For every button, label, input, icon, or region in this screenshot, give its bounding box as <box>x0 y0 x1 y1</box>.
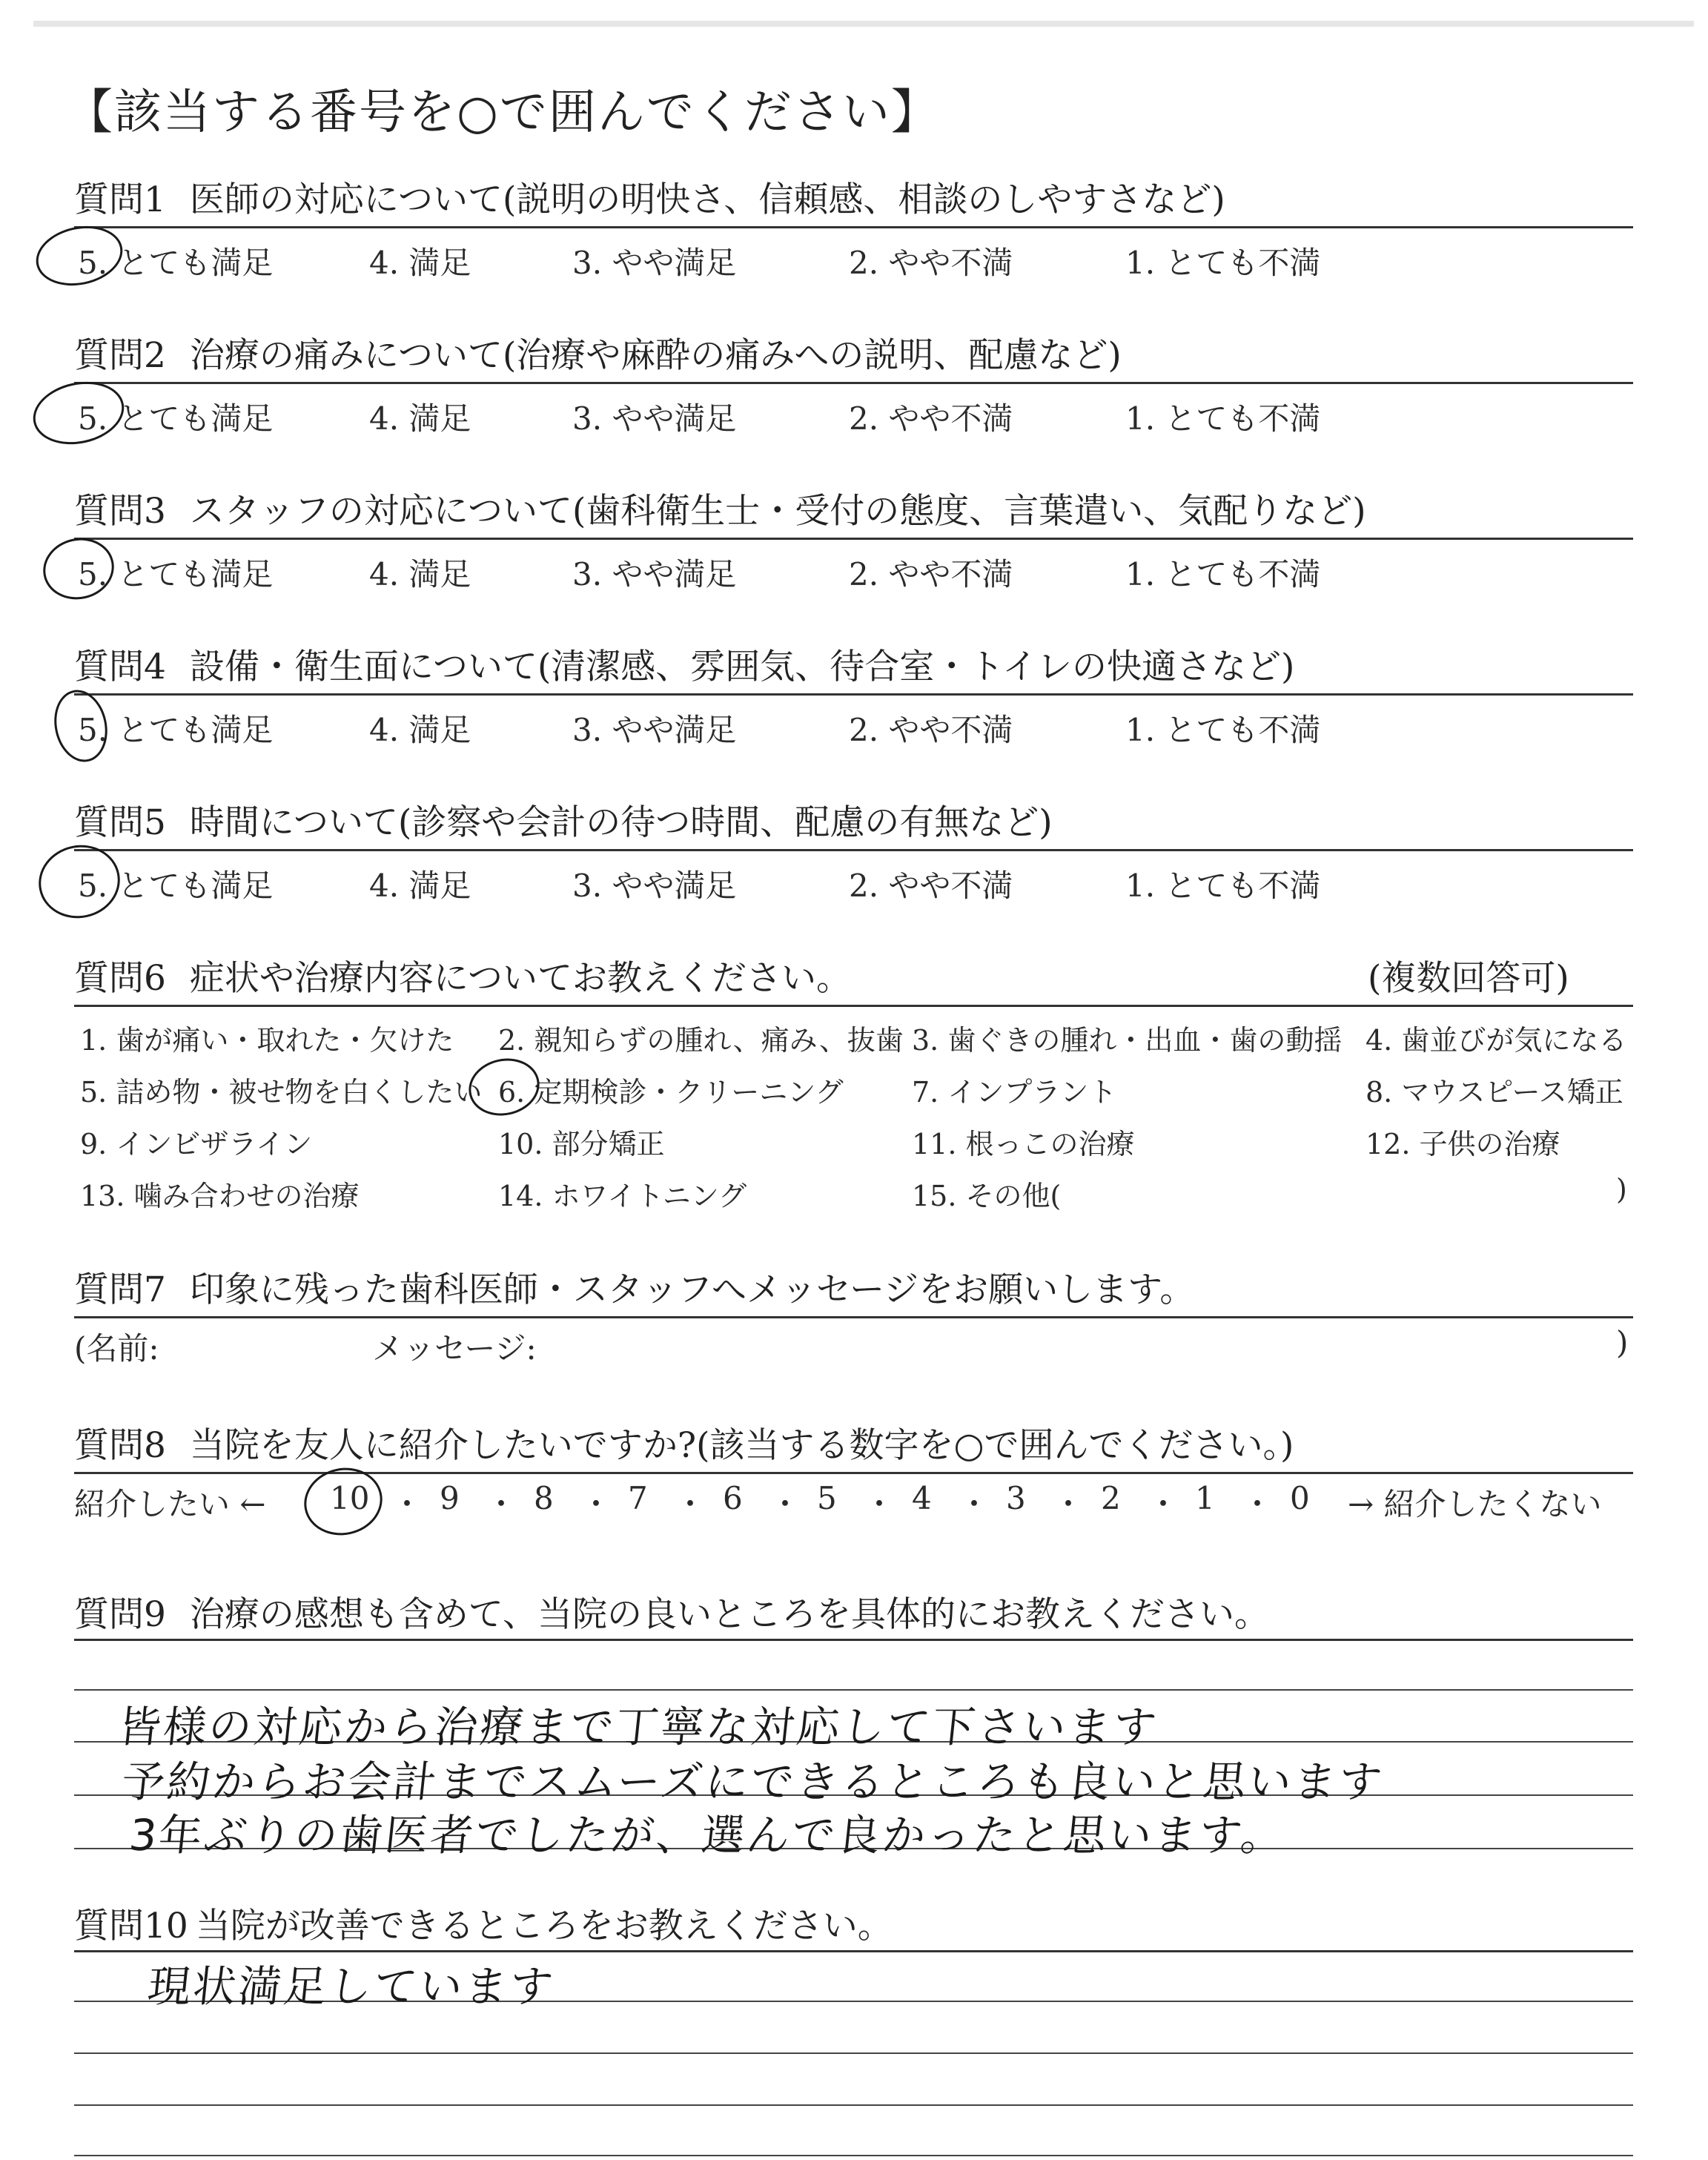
question-9 <box>74 1587 1269 1636</box>
question-number: 質問3 <box>74 491 166 532</box>
answer-line <box>74 2155 1633 2156</box>
question-rule <box>74 1005 1633 1007</box>
scale-9[interactable]: 9 <box>440 1480 460 1516</box>
message-label: メッセージ: <box>372 1330 537 1367</box>
question-number: 質問1 <box>74 179 166 220</box>
answer-line <box>74 2052 1633 2054</box>
q2-option-1[interactable]: 1. とても不満 <box>1125 400 1321 437</box>
question-rule <box>74 693 1633 696</box>
question-rule <box>74 849 1633 851</box>
handwritten-answer-line-2: 予約からお会計までスムーズにできるところも良いと思います <box>119 1757 1387 1807</box>
question-1 <box>74 172 1225 222</box>
question-rule <box>74 1639 1633 1641</box>
scale-separator: ・ <box>959 1486 990 1522</box>
q6-item-1[interactable]: 1. 歯が痛い・取れた・欠けた <box>80 1024 454 1057</box>
answer-line <box>74 2104 1633 2106</box>
handwritten-answer-line-1: 皆様の対応から治療まで丁寧な対応して下さいます <box>115 1702 1162 1752</box>
q6-item-8[interactable]: 8. マウスピース矯正 <box>1366 1076 1623 1109</box>
scale-separator: ・ <box>864 1486 896 1522</box>
scale-1[interactable]: 1 <box>1195 1480 1215 1516</box>
q6-item-10[interactable]: 10. 部分矯正 <box>498 1128 665 1160</box>
question-text: 医師の対応について(説明の明快さ、信頼感、相談のしやすさなど) <box>189 179 1225 220</box>
question-text: 症状や治療内容についてお教えください。 <box>189 958 851 999</box>
question-rule <box>74 1316 1633 1318</box>
q4-option-4[interactable]: 4. 満足 <box>369 712 471 748</box>
scale-2[interactable]: 2 <box>1101 1480 1121 1516</box>
q5-option-3[interactable]: 3. やや満足 <box>572 868 737 904</box>
question-number: 質問9 <box>74 1594 166 1635</box>
question-rule <box>74 226 1633 228</box>
question-text: 当院を友人に紹介したいですか?(該当する数字を○で囲んでください。) <box>189 1425 1294 1466</box>
question-number: 質問8 <box>74 1425 166 1466</box>
q3-option-3[interactable]: 3. やや満足 <box>572 556 737 592</box>
q4-option-3[interactable]: 3. やや満足 <box>572 712 737 748</box>
question-number: 質問4 <box>74 647 166 687</box>
q1-option-4[interactable]: 4. 満足 <box>369 245 471 281</box>
q6-item-13[interactable]: 13. 噛み合わせの治療 <box>80 1180 360 1212</box>
question-3 <box>74 483 1366 533</box>
q1-option-1[interactable]: 1. とても不満 <box>1125 245 1321 281</box>
q6-item-15[interactable]: 15. その他( <box>912 1180 1062 1212</box>
scale-separator: ・ <box>1148 1486 1179 1522</box>
question-number: 質問2 <box>74 335 166 376</box>
scale-separator: ・ <box>1053 1486 1085 1522</box>
selection-circle <box>27 374 130 452</box>
question-text: 治療の感想も含めて、当院の良いところを具体的にお教えください。 <box>189 1594 1269 1635</box>
question-rule <box>74 1472 1633 1474</box>
q6-item-6[interactable]: 6. 定期検診・クリーニング <box>498 1076 844 1109</box>
q3-option-5[interactable]: 5. とても満足 <box>78 556 274 592</box>
q5-option-2[interactable]: 2. やや不満 <box>849 868 1013 904</box>
question-number: 質問6 <box>74 958 166 999</box>
question-8 <box>74 1418 1294 1467</box>
scale-separator: ・ <box>769 1486 801 1522</box>
q5-option-1[interactable]: 1. とても不満 <box>1125 868 1321 904</box>
q6-item-12[interactable]: 12. 子供の治療 <box>1366 1128 1560 1160</box>
scale-0[interactable]: 0 <box>1290 1480 1310 1516</box>
q4-option-5[interactable]: 5. とても満足 <box>78 712 274 748</box>
question-7 <box>74 1262 1194 1312</box>
answer-line <box>74 1689 1633 1691</box>
q5-option-5[interactable]: 5. とても満足 <box>78 868 274 904</box>
scale-8[interactable]: 8 <box>534 1480 554 1516</box>
scale-7[interactable]: 7 <box>628 1480 648 1516</box>
q6-item-3[interactable]: 3. 歯ぐきの腫れ・出血・歯の動揺 <box>912 1024 1343 1057</box>
question-text: 治療の痛みについて(治療や麻酔の痛みへの説明、配慮など) <box>189 335 1122 376</box>
scale-5[interactable]: 5 <box>817 1480 837 1516</box>
q4-option-2[interactable]: 2. やや不満 <box>849 712 1013 748</box>
q2-option-2[interactable]: 2. やや不満 <box>849 400 1013 437</box>
form-title: 【該当する番号を○で囲んでください】 <box>65 85 940 140</box>
question-number: 質問10 <box>74 1906 188 1946</box>
scale-4[interactable]: 4 <box>912 1480 932 1516</box>
q6-item-11[interactable]: 11. 根っこの治療 <box>912 1128 1135 1160</box>
handwritten-answer-line-3: 3年ぶりの歯医者でしたが、選んで良かったと思います。 <box>126 1810 1289 1860</box>
scale-separator: ・ <box>1242 1486 1274 1522</box>
q6-item-5[interactable]: 5. 詰め物・被せ物を白くしたい <box>80 1076 483 1109</box>
q2-option-4[interactable]: 4. 満足 <box>369 400 471 437</box>
q3-option-2[interactable]: 2. やや不満 <box>849 556 1013 592</box>
question-text: 当院が改善できるところをお教えください。 <box>195 1906 893 1946</box>
question-6 <box>74 951 851 1000</box>
question-rule <box>74 382 1633 384</box>
q6-item-9[interactable]: 9. インビザライン <box>80 1128 313 1160</box>
q7-close-paren: ) <box>1616 1324 1629 1361</box>
q6-item-2[interactable]: 2. 親知らずの腫れ、痛み、抜歯 <box>498 1024 904 1057</box>
q1-option-3[interactable]: 3. やや満足 <box>572 245 737 281</box>
question-text: スタッフの対応について(歯科衛生士・受付の態度、言葉遣い、気配りなど) <box>189 491 1366 532</box>
q2-option-5[interactable]: 5. とても満足 <box>78 400 274 437</box>
handwritten-answer-line-1: 現状満足しています <box>145 1961 558 2012</box>
name-label: (名前: <box>74 1330 159 1367</box>
question-rule <box>74 538 1633 540</box>
q5-option-4[interactable]: 4. 満足 <box>369 868 471 904</box>
question-text: 設備・衛生面について(清潔感、雰囲気、待合室・トイレの快適さなど) <box>189 647 1295 687</box>
selection-circle <box>463 1052 545 1122</box>
question-text: 時間について(診察や会計の待つ時間、配慮の有無など) <box>189 802 1053 843</box>
q1-option-2[interactable]: 2. やや不満 <box>849 245 1013 281</box>
scale-separator: ・ <box>675 1486 706 1522</box>
scale-10[interactable]: 10 <box>330 1480 370 1516</box>
scale-3[interactable]: 3 <box>1006 1480 1026 1516</box>
recommend-label-right: → 紹介したくない <box>1348 1486 1602 1522</box>
q6-item-14[interactable]: 14. ホワイトニング <box>498 1180 747 1212</box>
q3-option-4[interactable]: 4. 満足 <box>369 556 471 592</box>
q6-item-4[interactable]: 4. 歯並びが気になる <box>1366 1024 1627 1057</box>
multiple-answers-note: (複数回答可) <box>1368 958 1569 999</box>
question-number: 質問7 <box>74 1269 166 1310</box>
q2-option-3[interactable]: 3. やや満足 <box>572 400 737 437</box>
question-5 <box>74 795 1053 845</box>
question-2 <box>74 328 1122 377</box>
scale-separator: ・ <box>391 1486 423 1522</box>
scan-top-edge <box>33 21 1694 27</box>
question-number: 質問5 <box>74 802 166 843</box>
scale-separator: ・ <box>486 1486 517 1522</box>
recommend-label-left: 紹介したい ← <box>74 1486 266 1522</box>
q4-option-1[interactable]: 1. とても不満 <box>1125 712 1321 748</box>
q1-option-5[interactable]: 5. とても満足 <box>78 245 274 281</box>
q3-option-1[interactable]: 1. とても不満 <box>1125 556 1321 592</box>
question-text: 印象に残った歯科医師・スタッフへメッセージをお願いします。 <box>189 1269 1195 1310</box>
selection-circle <box>48 685 114 767</box>
q6-item-7[interactable]: 7. インプラント <box>912 1076 1117 1109</box>
scale-separator: ・ <box>580 1486 612 1522</box>
selection-circle <box>38 532 120 606</box>
scale-6[interactable]: 6 <box>723 1480 743 1516</box>
question-4 <box>74 639 1294 689</box>
question-10 <box>74 1898 893 1948</box>
q6-other-close-paren: ) <box>1616 1173 1627 1206</box>
